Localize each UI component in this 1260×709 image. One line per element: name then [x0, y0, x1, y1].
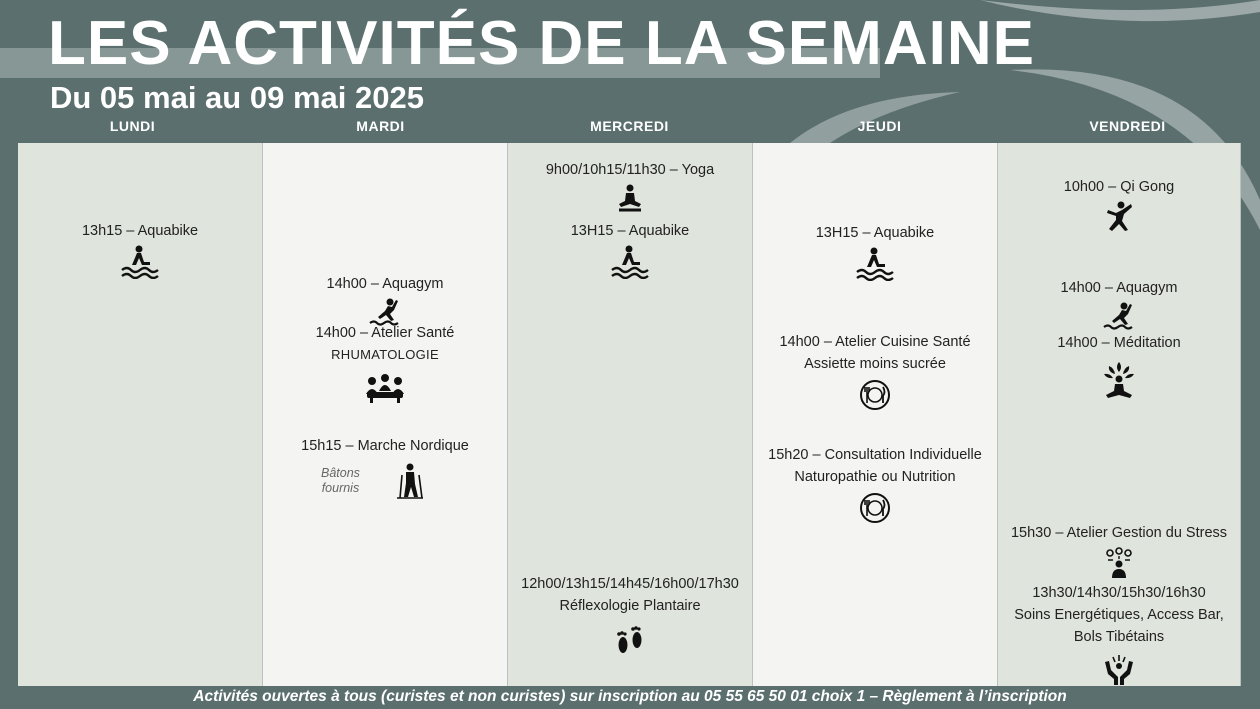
- activity-vendredi-gestion-stress: [998, 522, 1240, 579]
- activity-label: 13h15 – Aquabike: [81, 223, 199, 239]
- activity-label: 15h20 – Consultation Individuelle: [768, 447, 982, 463]
- plate-cutlery-icon: [859, 379, 891, 411]
- day-header-mercredi: MERCREDI: [590, 118, 669, 134]
- column-mercredi: [508, 143, 753, 686]
- footprints-icon: [613, 623, 647, 659]
- activity-mercredi-yoga: [508, 159, 752, 212]
- column-jeudi: [753, 143, 998, 686]
- activity-label: 15h30 – Atelier Gestion du Stress: [1010, 525, 1228, 541]
- meeting-group-icon: [364, 372, 406, 404]
- activity-label: 14h00 – Atelier Santé: [315, 325, 455, 341]
- activity-label: 12h00/13h15/14h45/16h00/17h30: [521, 576, 739, 592]
- activity-label: 15h15 – Marche Nordique: [301, 438, 469, 454]
- plate-cutlery-icon: [859, 492, 891, 524]
- day-header-jeudi: JEUDI: [857, 118, 902, 134]
- page-subtitle: Du 05 mai au 09 mai 2025: [50, 80, 424, 115]
- activity-mardi-atelier-sante: [263, 322, 507, 404]
- activity-mardi-marche-nordique: [263, 435, 507, 457]
- activity-vendredi-soins-energetiques: [998, 582, 1240, 686]
- day-header-mardi: MARDI: [356, 118, 405, 134]
- footer-info: Activités ouvertes à tous (curistes et non curistes) sur inscription au 05 55 65 50 01 choix 1 – Règlement à l’inscription: [193, 688, 1067, 705]
- activity-label: 14h00 – Aquagym: [326, 276, 444, 292]
- stress-management-icon: [1102, 547, 1136, 579]
- column-mardi: [263, 143, 508, 686]
- activity-label: 13H15 – Aquabike: [815, 225, 935, 241]
- activity-vendredi-qi-gong: [998, 176, 1240, 233]
- column-vendredi: [998, 143, 1241, 686]
- activity-label: 9h00/10h15/11h30 – Yoga: [545, 162, 715, 178]
- aquabike-icon: [120, 245, 160, 279]
- activity-subtitle: Assiette moins sucrée: [804, 356, 946, 372]
- day-header-vendredi: VENDREDI: [1089, 118, 1166, 134]
- aquabike-icon: [855, 247, 895, 281]
- activity-mercredi-reflexologie: [508, 573, 752, 659]
- activity-jeudi-atelier-cuisine: [753, 331, 997, 411]
- note-batons-fournis: [321, 466, 360, 496]
- activity-label: 10h00 – Qi Gong: [1063, 179, 1175, 195]
- activity-lundi-aquabike: [18, 220, 262, 279]
- activity-mardi-aquagym: [263, 273, 507, 326]
- note-line-1: Bâtons: [321, 466, 360, 480]
- column-lundi: [18, 143, 263, 686]
- activity-label: 14h00 – Aquagym: [1060, 280, 1178, 296]
- aquagym-icon: [1102, 302, 1136, 330]
- activity-subtitle-1: Soins Energétiques, Access Bar,: [1014, 607, 1224, 623]
- activity-subtitle-2: Bols Tibétains: [1073, 629, 1165, 645]
- activity-jeudi-consultation: [753, 444, 997, 524]
- activity-subtitle: Réflexologie Plantaire: [559, 598, 701, 614]
- activity-vendredi-aquagym: [998, 277, 1240, 330]
- page-title: LES ACTIVITÉS DE LA SEMAINE: [48, 9, 1035, 78]
- meditation-icon: [1101, 360, 1137, 400]
- nordic-walking-icon: [395, 463, 425, 499]
- activity-label: 13h30/14h30/15h30/16h30: [1032, 585, 1206, 601]
- aquabike-icon: [610, 245, 650, 279]
- activity-jeudi-aquabike: [753, 222, 997, 281]
- activity-label: 14h00 – Méditation: [1057, 335, 1181, 351]
- activity-label: 13H15 – Aquabike: [570, 223, 690, 239]
- activity-subtitle: Naturopathie ou Nutrition: [794, 469, 956, 485]
- yoga-icon: [616, 184, 644, 212]
- hands-energy-icon: [1102, 652, 1136, 686]
- activity-vendredi-meditation: [998, 332, 1240, 400]
- activity-mercredi-aquabike: [508, 220, 752, 279]
- activity-label: 14h00 – Atelier Cuisine Santé: [779, 334, 971, 350]
- qi-gong-icon: [1104, 201, 1134, 233]
- day-header-lundi: LUNDI: [109, 118, 156, 134]
- activity-subtitle: RHUMATOLOGIE: [331, 347, 439, 362]
- note-line-2: fournis: [321, 481, 360, 495]
